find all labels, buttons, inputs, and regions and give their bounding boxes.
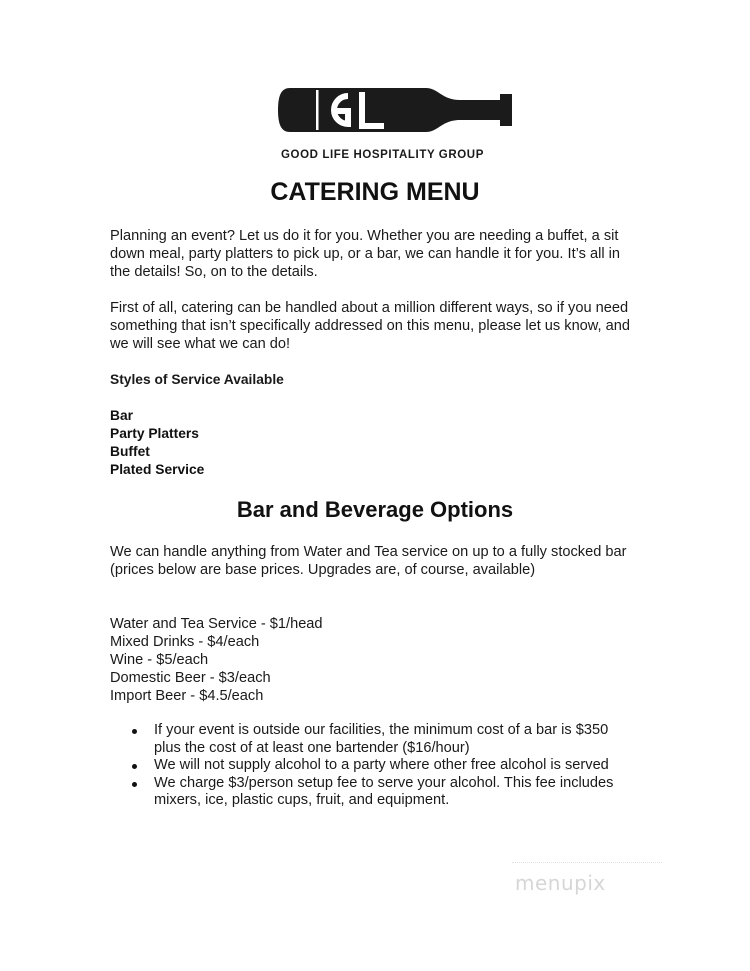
list-item: Bar	[110, 408, 134, 423]
intro-paragraph-1: Planning an event? Let us do it for you. Whether you are needing a buffet, a sit down meal, party platters to pick up, or a bar, we can handle it for you. It’s all in the details! So, on to the details.	[110, 228, 620, 281]
note-text: We charge $3/person setup fee to serve your alcohol. This fee includes mixers, ice, plastic cups, fruit, and equipment.	[154, 774, 614, 809]
good-life-logo	[276, 82, 516, 172]
price-item: Domestic Beer - $3/each	[110, 670, 271, 686]
price-item: Mixed Drinks - $4/each	[110, 634, 260, 650]
note-text: If your event is outside our facilities, the minimum cost of a bar is $350 plus the cost of at least one bartender ($16/hour)	[154, 722, 609, 756]
price-item: Import Beer - $4.5/each	[110, 688, 264, 704]
logo-tagline: GOOD LIFE HOSPITALITY GROUP	[281, 149, 484, 161]
note-item	[130, 722, 630, 757]
price-item: Water and Tea Service - $1/head	[110, 616, 323, 632]
section-heading-bar: Bar and Beverage Options	[236, 497, 514, 522]
note-item	[130, 757, 630, 775]
wine-bottle-logo-icon	[276, 82, 516, 144]
list-item: Party Platters	[110, 426, 199, 441]
watermark-divider	[512, 862, 662, 863]
bar-notes-list	[130, 722, 630, 810]
bullet-icon	[132, 729, 137, 734]
price-item: Wine - $5/each	[110, 652, 209, 668]
menupix-watermark: menupix	[515, 871, 606, 895]
styles-heading: Styles of Service Available	[110, 372, 284, 387]
bar-intro-paragraph: We can handle anything from Water and Tea service on up to a fully stocked bar (prices below are base prices. Upgrades are, of course, available)	[110, 544, 627, 579]
list-item: Plated Service	[110, 462, 205, 477]
bullet-icon	[132, 782, 137, 787]
list-item: Buffet	[110, 444, 150, 459]
page-title: CATERING MENU	[270, 178, 480, 206]
beverage-price-list	[110, 615, 323, 705]
intro-paragraph-2: First of all, catering can be handled about a million different ways, so if you need something that isn’t specifically addressed on this menu, please let us know, and we will see what we can do!	[110, 300, 630, 353]
note-item	[130, 775, 630, 810]
service-styles-list	[110, 407, 204, 479]
bullet-icon	[132, 764, 137, 769]
note-text: We will not supply alcohol to a party where other free alcohol is served	[154, 757, 609, 774]
